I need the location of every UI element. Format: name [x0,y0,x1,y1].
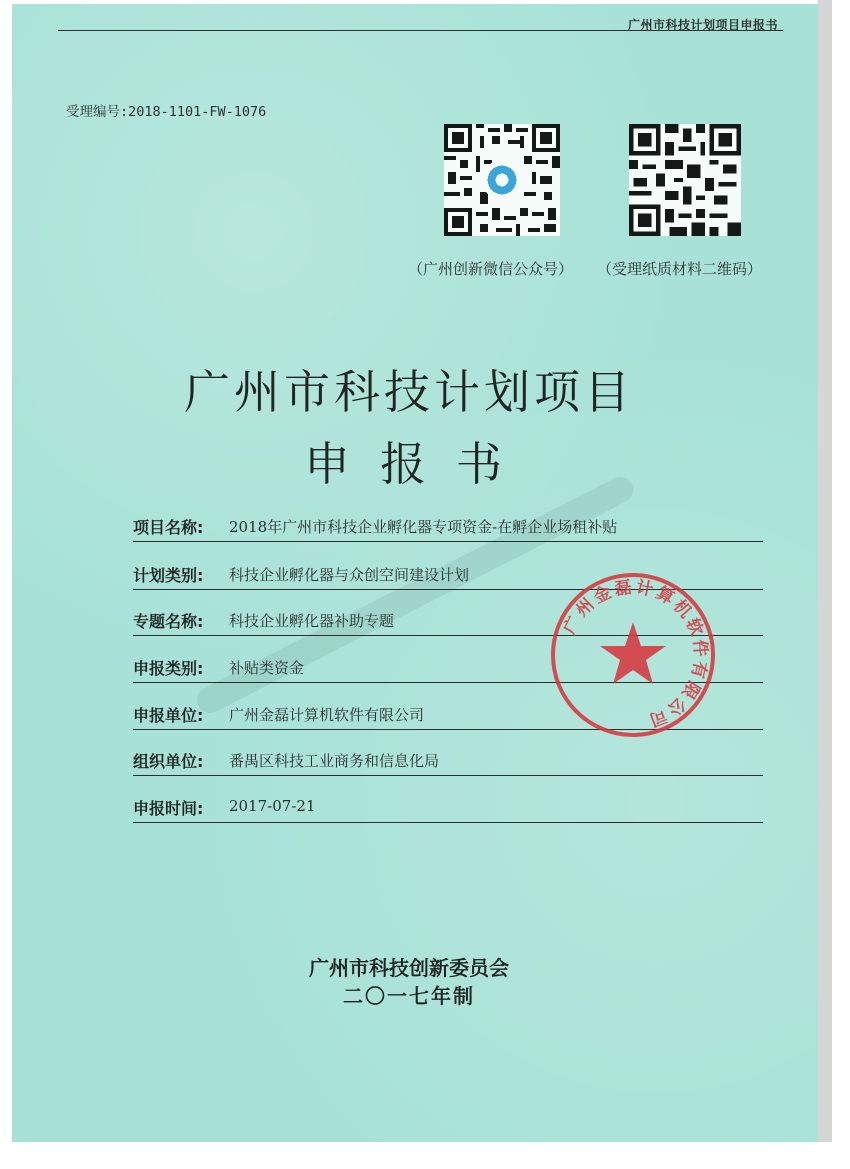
submission-qr-caption: （受理纸质材料二维码） [597,260,763,278]
field-value: 广州金磊计算机软件有限公司 [229,706,425,724]
field-value: 科技企业孵化器与众创空间建设计划 [229,566,470,584]
field-label: 申报时间: [133,799,204,818]
wechat-qr-caption: （广州创新微信公众号） [408,260,574,278]
field-label: 专题名称: [133,612,204,631]
issue-year: 二〇一七年制 [343,984,475,1008]
field-label: 申报类别: [133,659,204,678]
field-value: 科技企业孵化器补助专题 [229,612,395,630]
field-project-name [133,513,763,542]
seal-text: 广州金磊计算机软件有限公司 [559,577,711,731]
running-header: 广州市科技计划项目申报书 [628,18,779,32]
field-value: 番禺区科技工业商务和信息化局 [229,752,440,770]
field-value: 2017-07-21 [229,797,316,815]
submission-qr-code-icon [629,124,741,236]
field-organizer [133,747,763,776]
issuing-authority: 广州市科技创新委员会 [309,956,509,980]
document-title: 广州市科技计划项目 [184,365,634,419]
page-edge [818,0,832,1150]
field-value: 补贴类资金 [229,659,305,677]
acceptance-number: 受理编号:2018-1101-FW-1076 [66,104,267,120]
field-label: 组织单位: [133,752,204,771]
company-seal-stamp [548,570,718,740]
field-value: 2018年广州市科技企业孵化器专项资金-在孵企业场租补贴 [229,518,618,536]
field-label: 申报单位: [133,706,204,725]
wechat-qr-code-icon [444,124,560,236]
field-label: 项目名称: [133,518,204,537]
header-rule [58,30,783,31]
document-subtitle: 申报书 [304,437,532,491]
field-label: 计划类别: [133,566,204,585]
page-margin [0,1142,850,1169]
field-application-date [133,794,763,823]
